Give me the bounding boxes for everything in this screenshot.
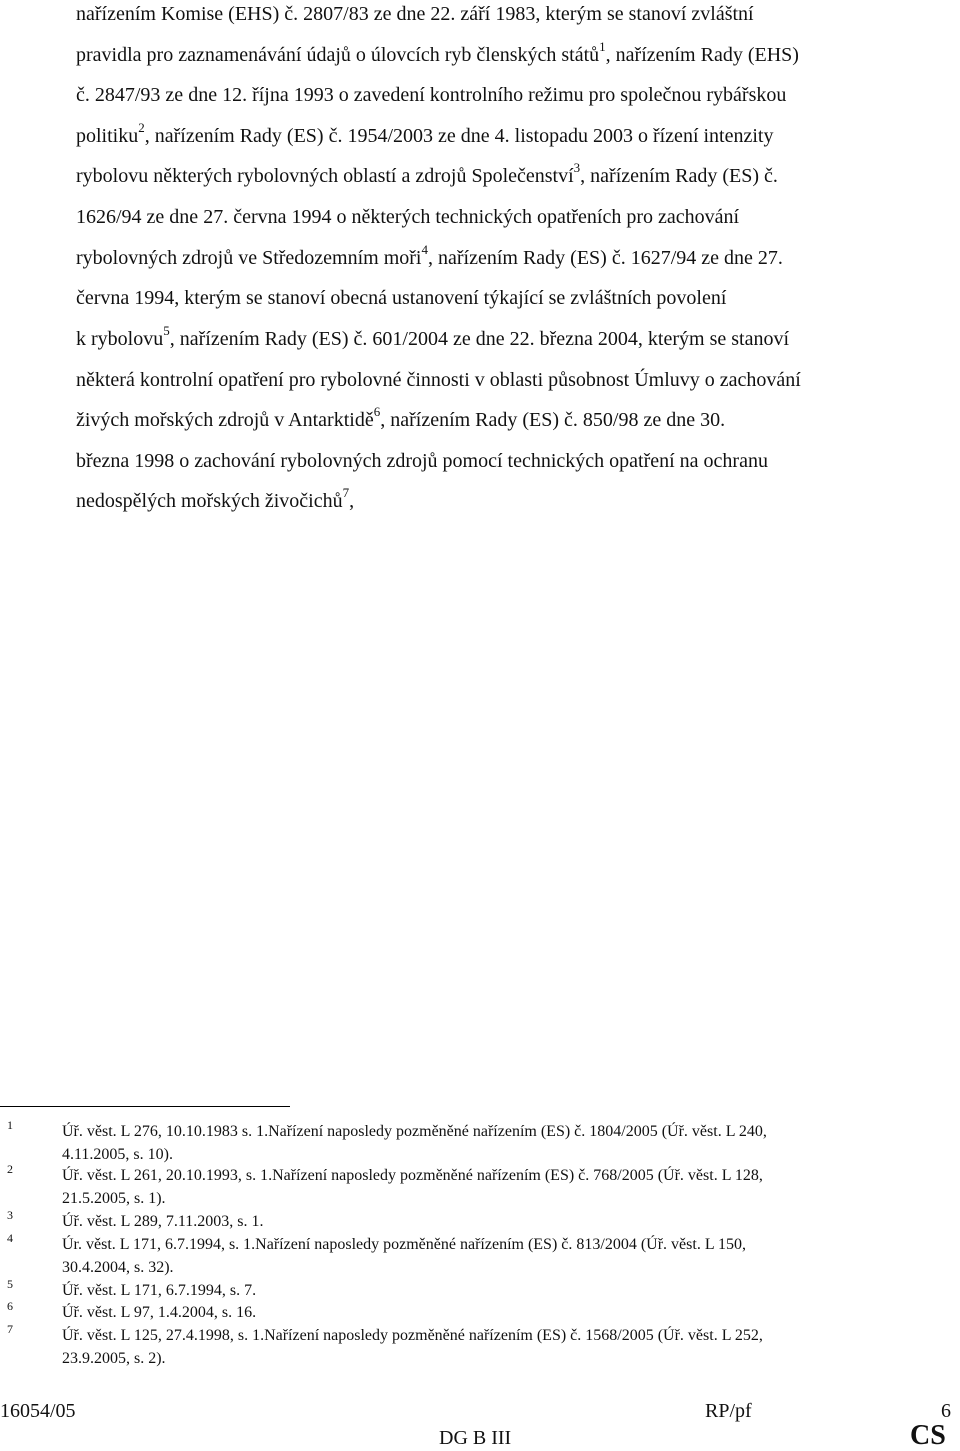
footnote-text: Úř. věst. L 276, 10.10.1983 s. 1.Nařízení naposledy pozměněné nařízením (ES) č. 1804/2005 (Úř. věst. L 240, (62, 1123, 767, 1140)
body-line (76, 83, 786, 107)
text-run: března 1998 o zachování rybolovných zdrojů pomocí technických opatření na ochranu (76, 450, 768, 472)
body-line (76, 485, 355, 513)
text-run: , nařízením Rady (ES) č. 1627/94 ze dne 27. (427, 247, 783, 269)
footnote-number: 7 (7, 1322, 13, 1336)
footnote-number: 6 (7, 1299, 13, 1313)
footnote-text: Úř. věst. L 171, 6.7.1994, s. 7. (62, 1282, 257, 1299)
footnote-text: Úř. věst. L 289, 7.11.2003, s. 1. (62, 1213, 264, 1230)
footer-page-number: 6 (941, 1400, 951, 1422)
body-line (76, 323, 789, 351)
body-line (76, 160, 778, 188)
body-line (76, 205, 739, 229)
footnote-text: 4.11.2005, s. 10). (62, 1146, 173, 1163)
footnote-text: Úř. věst. L 261, 20.10.1993, s. 1.Nařízení naposledy pozměněné nařízením (ES) č. 768/2005 (Úř. věst. L 128, (62, 1167, 763, 1184)
footnote-text: 23.9.2005, s. 2). (62, 1350, 166, 1367)
footnote-ref: 1 (599, 39, 606, 55)
footnote-ref: 5 (163, 323, 170, 339)
footnote-number: 1 (7, 1118, 13, 1132)
text-run: , nařízením Rady (ES) č. 1954/2003 ze dne 4. listopadu 2003 o řízení intenzity (144, 125, 774, 147)
text-run: politiku (76, 125, 139, 147)
body-line (76, 242, 783, 270)
text-run: některá kontrolní opatření pro rybolovné činnosti v oblasti působnost Úmluvy o zachování (76, 369, 801, 391)
text-run: , nařízením Rady (EHS) (605, 44, 799, 66)
footnote-text: Úř. věst. L 97, 1.4.2004, s. 16. (62, 1304, 257, 1321)
footnote-number: 3 (7, 1208, 13, 1222)
text-run: , nařízením Rady (ES) č. 850/98 ze dne 30. (380, 409, 726, 431)
body-line (76, 449, 768, 473)
footnote-ref: 3 (573, 160, 581, 176)
footer-initials: RP/pf (705, 1400, 752, 1422)
text-run: rybolovných zdrojů ve Středozemním moři (76, 247, 422, 269)
footnote-separator (0, 1106, 290, 1107)
footer-language: CS (910, 1420, 946, 1451)
footnote-text: 30.4.2004, s. 32). (62, 1259, 174, 1276)
footnote-text: Úr. věst. L 171, 6.7.1994, s. 1.Nařízení naposledy pozměněné nařízením (ES) č. 813/2004 (Úř. věst. L 150, (62, 1236, 746, 1253)
text-run: června 1994, kterým se stanoví obecná ustanovení týkající se zvláštních povolení (76, 287, 727, 309)
text-run: nařízením Komise (EHS) č. 2807/83 ze dne 22. září 1983, kterým se stanoví zvláštní (76, 3, 754, 25)
footer-doc-number: 16054/05 (0, 1400, 76, 1422)
footnote-number: 5 (7, 1277, 13, 1291)
text-run: nedospělých mořských živočichů (76, 490, 343, 512)
text-run: , (349, 490, 355, 512)
text-run: , nařízením Rady (ES) č. (580, 165, 778, 187)
footer-directorate: DG B III (439, 1427, 512, 1449)
footnote-ref: 6 (373, 404, 381, 420)
body-line (76, 39, 799, 67)
text-run: rybolovu některých rybolovných oblastí a zdrojů Společenství (76, 165, 574, 187)
body-line (76, 286, 726, 310)
footnote-text: Úř. věst. L 125, 27.4.1998, s. 1.Nařízení naposledy pozměněné nařízením (ES) č. 1568/2005 (Úř. věst. L 252, (62, 1327, 763, 1344)
text-run: , nařízením Rady (ES) č. 601/2004 ze dne 22. března 2004, kterým se stanoví (169, 328, 789, 350)
body-line (76, 404, 726, 432)
text-run: pravidla pro zaznamenávání údajů o úlovcích ryb členských států (76, 44, 600, 66)
text-run: k rybolovu (76, 328, 164, 350)
body-line (76, 2, 754, 26)
footnote-ref: 4 (421, 242, 428, 258)
body-line (76, 368, 801, 392)
footnote-ref: 7 (342, 485, 350, 501)
text-run: 1626/94 ze dne 27. června 1994 o některých technických opatřeních pro zachování (76, 206, 740, 228)
footnote-number: 2 (7, 1162, 13, 1176)
body-line (76, 120, 774, 148)
text-run: č. 2847/93 ze dne 12. října 1993 o zavedení kontrolního režimu pro společnou rybářskou (76, 84, 787, 106)
footnote-number: 4 (7, 1231, 13, 1245)
footnote-ref: 2 (138, 120, 145, 136)
text-run: živých mořských zdrojů v Antarktidě (76, 409, 374, 431)
footnote-text: 21.5.2005, s. 1). (62, 1190, 166, 1207)
